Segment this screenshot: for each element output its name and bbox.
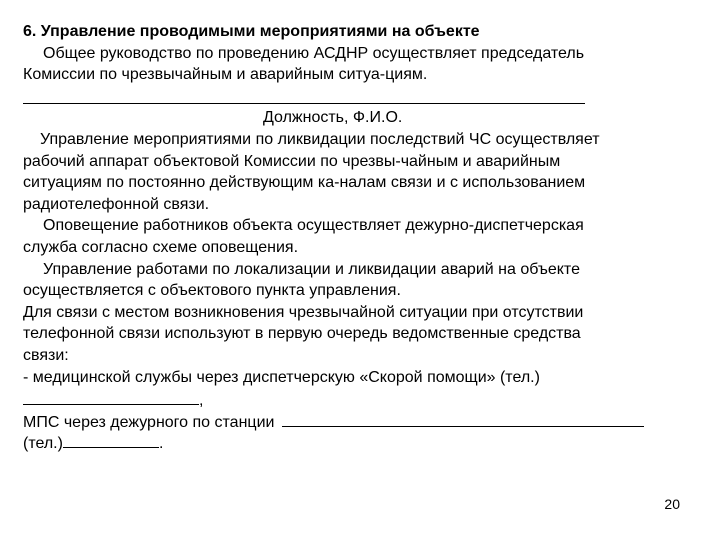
paragraph-line: Оповещение работников объекта осуществляет дежурно-диспетчерская bbox=[43, 217, 584, 235]
station-duty-blank bbox=[282, 410, 644, 427]
paragraph-line: Для связи с местом возникновения чрезвычайной ситуации при отсутствии bbox=[23, 303, 584, 321]
paragraph-line: Управление работами по локализации и ликвидации аварий на объекте bbox=[43, 260, 580, 278]
period: . bbox=[158, 435, 164, 453]
paragraph-line: радиотелефонной связи. bbox=[23, 195, 210, 213]
paragraph-line: телефонной связи используют в первую очередь ведомственные средства bbox=[23, 325, 581, 343]
signature-blank-line bbox=[23, 86, 703, 108]
paragraph-line: Общее руководство по проведению АСДНР осуществляет председатель bbox=[43, 44, 585, 62]
phone-fill-line bbox=[23, 431, 703, 453]
paragraph-line: служба согласно схеме оповещения. bbox=[23, 238, 299, 256]
paragraph-line: связи: bbox=[23, 346, 69, 364]
section-title: 6. Управление проводимыми мероприятиями на объекте bbox=[23, 23, 480, 40]
phone-fill-line bbox=[23, 388, 703, 410]
paragraph-line: Управление мероприятиями по ликвидации последствий ЧС осуществляет bbox=[40, 130, 600, 148]
phone-label: (тел.) bbox=[23, 435, 63, 453]
comma: , bbox=[199, 392, 204, 410]
paragraph-line: Комиссии по чрезвычайным и аварийным ситуа-циям. bbox=[23, 66, 428, 84]
page-number: 20 bbox=[664, 496, 680, 512]
paragraph-line: осуществляется с объектового пункта управления. bbox=[23, 282, 401, 300]
position-name-caption: Должность, Ф.И.О. bbox=[263, 109, 403, 127]
paragraph-line: рабочий аппарат объектовой Комиссии по чрезвы-чайным и аварийным bbox=[23, 152, 561, 170]
paragraph-line: - медицинской службы через диспетчерскую «Скорой помощи» (тел.) bbox=[23, 368, 540, 386]
station-phone-blank bbox=[63, 431, 159, 448]
document-body bbox=[23, 21, 703, 453]
station-duty-label: МПС через дежурного по станции bbox=[23, 413, 275, 431]
paragraph-line bbox=[23, 410, 703, 432]
medical-phone-blank bbox=[23, 388, 199, 405]
paragraph-line: ситуациям по постоянно действующим ка-налам связи и с использованием bbox=[23, 174, 586, 192]
